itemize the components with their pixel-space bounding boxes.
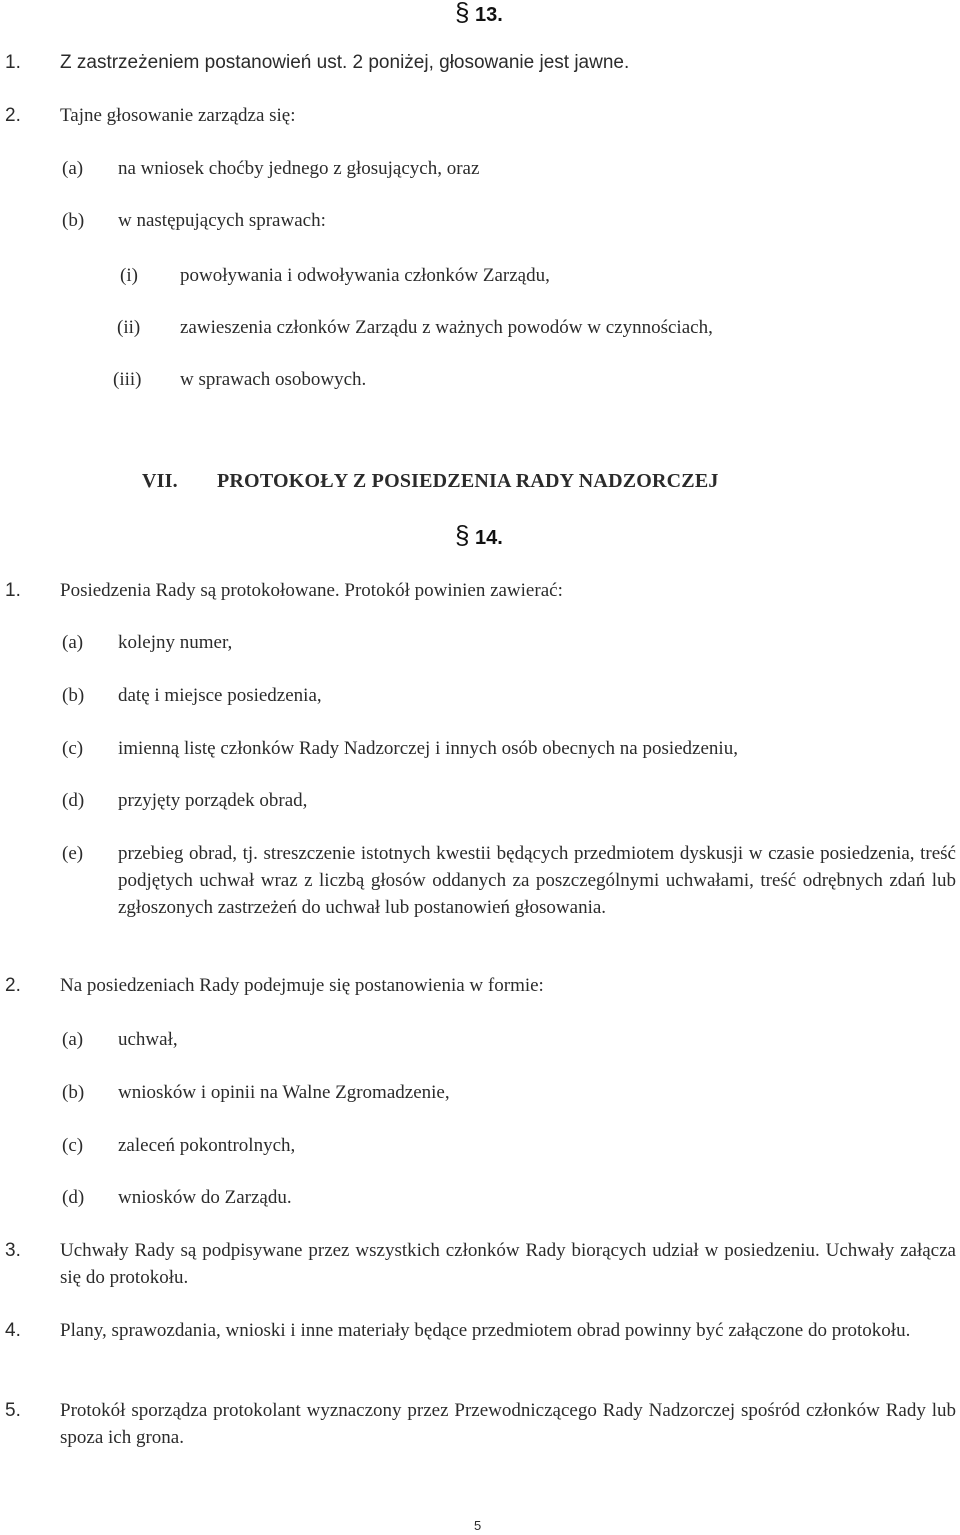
s14-p1-text: Posiedzenia Rady są protokołowane. Protokół powinien zawierać: xyxy=(60,580,563,601)
s14-list1-a-text: kolejny numer, xyxy=(118,632,233,653)
chapter-title: PROTOKOŁY Z POSIEDZENIA RADY NADZORCZEJ xyxy=(217,470,719,492)
s14-list2-c-text: zaleceń pokontrolnych, xyxy=(118,1135,296,1156)
s14-list2-d-label: (d) xyxy=(62,1187,85,1208)
s14-list2-a-text: uchwał, xyxy=(118,1029,178,1050)
s14-p1-number: 1. xyxy=(5,580,21,601)
s14-list1-e-text: przebieg obrad, tj. streszczenie istotnych kwestii będących przedmiotem dyskusji w czasie posiedzenia, treść podjętych uchwał wraz z liczbą głosów oddanych za poszczególnymi uchwałami, treść odrębnych zdań lub zgłoszonych zastrzeżeń do uchwał lub postanowień głosowania. xyxy=(118,843,956,918)
s14-list1-e-label: (e) xyxy=(62,843,84,864)
s14-p2-number: 2. xyxy=(5,975,21,996)
s14-list1-c-text: imienną listę członków Rady Nadzorczej i innych osób obecnych na posiedzeniu, xyxy=(118,738,738,759)
s14-list2-c-label: (c) xyxy=(62,1135,84,1156)
s13-subitem-iii-text: w sprawach osobowych. xyxy=(180,369,367,390)
s14-list1-d-label: (d) xyxy=(62,790,85,811)
s14-p3-text: Uchwały Rady są podpisywane przez wszystkich członków Rady biorących udział w posiedzeniu. Uchwały załącza się do protokołu. xyxy=(60,1240,956,1288)
s13-item-a-label: (a) xyxy=(62,158,84,179)
s13-subitem-ii-text: zawieszenia członków Zarządu z ważnych powodów w czynnościach, xyxy=(180,317,713,338)
s13-p1-text: Z zastrzeżeniem postanowień ust. 2 poniżej, głosowanie jest jawne. xyxy=(60,52,630,73)
chapter-number: VII. xyxy=(142,470,178,492)
s13-subitem-i-text: powoływania i odwoływania członków Zarządu, xyxy=(180,265,550,286)
paragraph-sign: § xyxy=(455,520,470,550)
s14-list2-b-text: wniosków i opinii na Walne Zgromadzenie, xyxy=(118,1082,450,1103)
section-14-heading xyxy=(455,520,503,550)
s13-p1-number: 1. xyxy=(5,52,21,73)
s14-p4-text: Plany, sprawozdania, wnioski i inne materiały będące przedmiotem obrad powinny być załączone do protokołu. xyxy=(60,1320,911,1341)
section-number: 14. xyxy=(475,527,503,549)
s13-subitem-i-label: (i) xyxy=(120,265,138,286)
page-number: 5 xyxy=(474,1518,482,1533)
s14-list2-d-text: wniosków do Zarządu. xyxy=(118,1187,292,1208)
s14-p3-number: 3. xyxy=(5,1240,21,1261)
s13-subitem-iii-label: (iii) xyxy=(113,369,142,390)
s13-item-b-text: w następujących sprawach: xyxy=(118,210,326,231)
s14-list1-b-text: datę i miejsce posiedzenia, xyxy=(118,685,322,706)
s13-item-a-text: na wniosek choćby jednego z głosujących, oraz xyxy=(118,158,480,179)
s14-list1-b-label: (b) xyxy=(62,685,85,706)
s14-list1-d-text: przyjęty porządek obrad, xyxy=(118,790,308,811)
s14-list2-a-label: (a) xyxy=(62,1029,84,1050)
s13-subitem-ii-label: (ii) xyxy=(117,317,141,338)
s13-item-b-label: (b) xyxy=(62,210,85,231)
s13-p2-text: Tajne głosowanie zarządza się: xyxy=(60,105,296,126)
s14-p2-text: Na posiedzeniach Rady podejmuje się postanowienia w formie: xyxy=(60,975,544,996)
section-13-heading xyxy=(455,0,503,27)
s14-p5-text: Protokół sporządza protokolant wyznaczony przez Przewodniczącego Rady Nadzorczej spośród członków Rady lub spoza ich grona. xyxy=(60,1400,956,1448)
s14-list1-a-label: (a) xyxy=(62,632,84,653)
s14-p4-number: 4. xyxy=(5,1320,21,1341)
s14-list2-b-label: (b) xyxy=(62,1082,85,1103)
s13-p2-number: 2. xyxy=(5,105,21,126)
paragraph-sign: § xyxy=(455,0,470,27)
section-number: 13. xyxy=(475,4,503,26)
s14-list1-c-label: (c) xyxy=(62,738,84,759)
s14-p5-number: 5. xyxy=(5,1400,21,1421)
